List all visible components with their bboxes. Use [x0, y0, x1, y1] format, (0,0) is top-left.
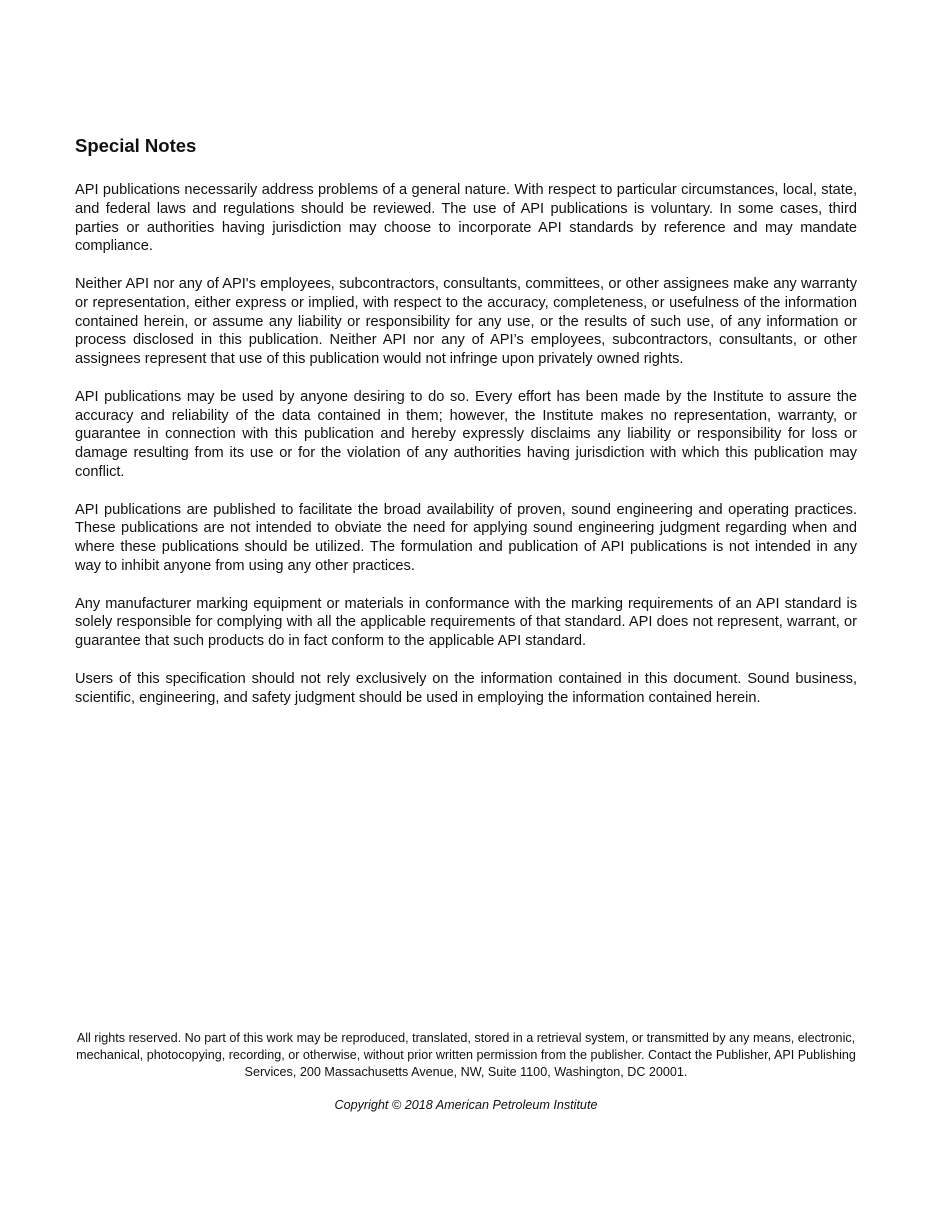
paragraph-general-nature: API publications necessarily address problems of a general nature. With respect to particular circumstances, local, state, and federal laws and regulations should be reviewed. The use of API publications is voluntary. In some cases, third parties or authorities having jurisdiction may choose to incorporate API standards by reference and may mandate compliance.: [75, 182, 857, 255]
paragraph-users-reliance: Users of this specification should not rely exclusively on the information contained in this document. Sound business, scientific, engineering, and safety judgment should be used in employing the information contained herein.: [75, 670, 857, 706]
paragraph-manufacturer-marking: Any manufacturer marking equipment or materials in conformance with the marking requirements of an API standard is solely responsible for complying with all the applicable requirements of that standard. API does not represent, warrant, or guarantee that such products do in fact conform to the applicable API standard.: [75, 595, 857, 649]
special-notes-body: [75, 181, 857, 726]
paragraph-warranty-disclaimer: Neither API nor any of API's employees, subcontractors, consultants, committees, or other assignees make any warranty or representation, either express or implied, with respect to the accuracy, completeness, or usefulness of the information contained herein, or assume any liability or responsibility for any use, or the results of such use, of any information or process disclosed in this publication. Neither API nor any of API’s employees, subcontractors, consultants, or other assignees represent that use of this publication would not infringe upon privately owned rights.: [75, 276, 857, 367]
page-title: Special Notes: [75, 135, 197, 156]
rights-notice: All rights reserved. No part of this work may be reproduced, translated, stored in a retrieval system, or transmitted by any means, electronic, mechanical, photocopying, recording, or otherwise, without prior written permission from the publisher. Contact the Publisher, API Publishing Services, 200 Massachusetts Avenue, NW, Suite 1100, Washington, DC 20001.: [76, 1031, 856, 1079]
copyright-notice: Copyright © 2018 American Petroleum Institute: [334, 1098, 598, 1112]
paragraph-liability-disclaimer: API publications may be used by anyone desiring to do so. Every effort has been made by the Institute to assure the accuracy and reliability of the data contained in them; however, the Institute makes no representation, warranty, or guarantee in connection with this publication and hereby expressly disclaims any liability or responsibility for loss or damage resulting from its use or for the violation of any authorities having jurisdiction with which this publication may conflict.: [75, 388, 857, 480]
footer: [60, 1030, 872, 1114]
paragraph-purpose: API publications are published to facilitate the broad availability of proven, sound engineering and operating practices. These publications are not intended to obviate the need for applying sound engineering judgment regarding when and where these publications should be utilized. The formulation and publication of API publications is not intended in any way to inhibit anyone from using any other practices.: [75, 501, 857, 574]
